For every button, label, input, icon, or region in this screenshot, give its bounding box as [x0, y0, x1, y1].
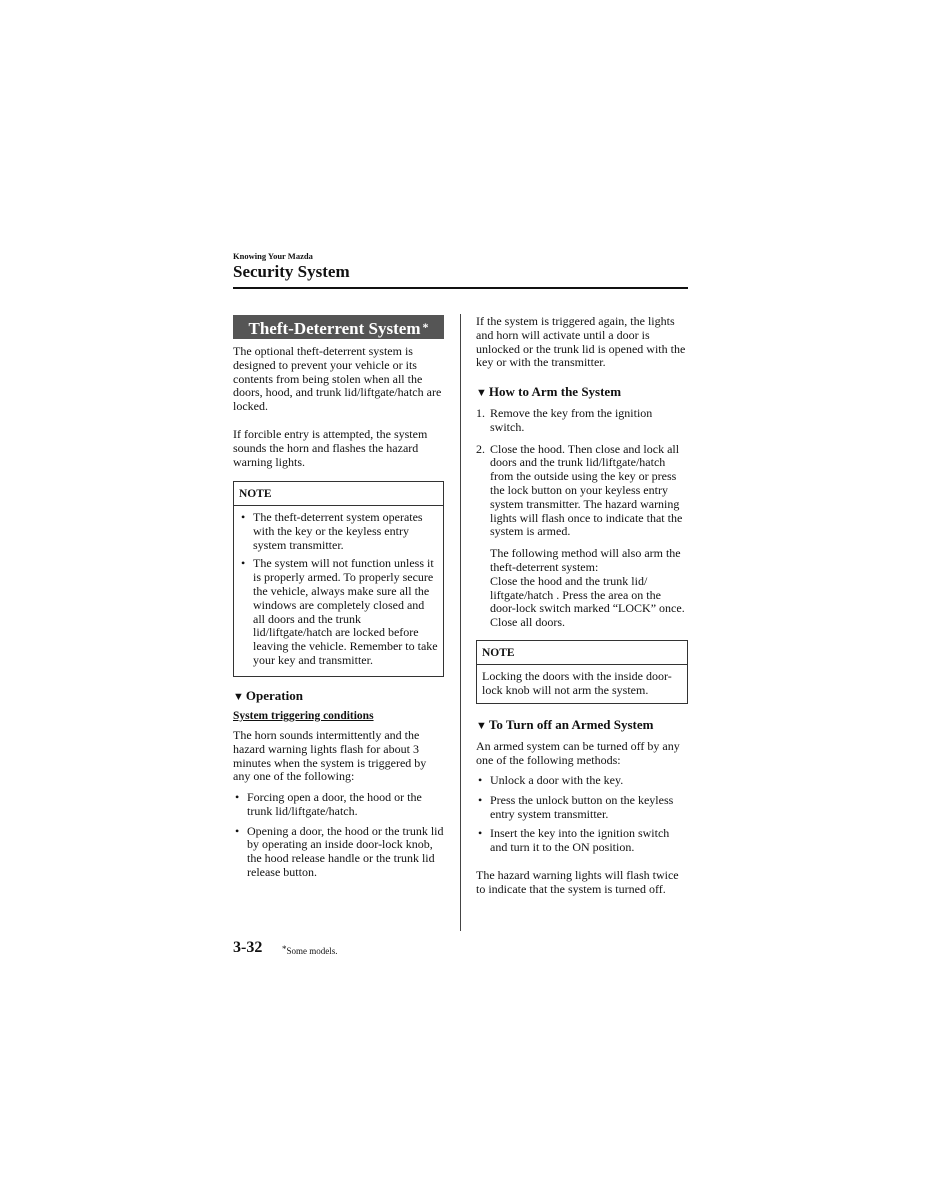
closing-paragraph: The hazard warning lights will flash twice to indicate that the system is turned off. — [476, 868, 679, 896]
bullet-icon: • — [235, 823, 240, 838]
list-item — [476, 774, 688, 788]
page-title: Security System — [233, 262, 350, 281]
bullet-icon: • — [478, 792, 483, 807]
footnote — [282, 944, 338, 956]
asterisk-icon: * — [422, 320, 429, 334]
column-divider — [460, 314, 461, 931]
theft-deterrent-banner — [233, 315, 444, 339]
bullet-icon: • — [235, 790, 240, 804]
turnoff-heading — [476, 717, 688, 734]
list-item — [233, 791, 444, 819]
step-item — [476, 443, 688, 540]
triangle-icon: ▼ — [476, 387, 487, 399]
list-item-text: Insert the key into the ignition switch and turn it to the ON position. — [490, 826, 670, 855]
footnote-text: Some models. — [286, 946, 338, 956]
triangle-icon: ▼ — [233, 691, 244, 703]
operation-heading — [233, 688, 444, 705]
arm-heading — [476, 384, 688, 401]
list-item — [233, 825, 444, 880]
operation-heading-text: Operation — [245, 688, 303, 703]
triangle-icon: ▼ — [476, 720, 487, 732]
turnoff-list — [476, 774, 688, 860]
note-box-right — [476, 640, 688, 704]
header-rule — [233, 287, 688, 289]
banner-title: Theft-Deterrent System — [248, 319, 421, 338]
section-label: Knowing Your Mazda — [233, 251, 313, 261]
list-item-text: Forcing open a door, the hood or the trunk lid/liftgate/hatch. — [247, 790, 422, 818]
step-item — [476, 407, 688, 435]
note-item — [239, 511, 438, 552]
page-number: 3-32 — [233, 939, 263, 956]
turnoff-heading-text: To Turn off an Armed System — [488, 717, 654, 732]
step-number: 2. — [476, 441, 485, 456]
retrigger-paragraph: If the system is triggered again, the lights and horn will activate until a door is unlocked or the trunk lid is opened with the key or with the transmitter. — [476, 314, 686, 370]
step-number: 1. — [476, 406, 485, 420]
note-label: NOTE — [477, 641, 687, 665]
note-text: Locking the doors with the inside door-lock knob will not arm the system. — [482, 669, 672, 697]
forcible-entry-paragraph: If forcible entry is attempted, the system sounds the horn and flashes the hazard warning lights. — [233, 427, 428, 469]
asterisk-icon: * — [282, 944, 287, 954]
list-item-text: Press the unlock button on the keyless entry system transmitter. — [490, 792, 674, 821]
alt-method — [476, 547, 688, 630]
list-item — [476, 794, 688, 822]
bullet-icon: • — [478, 773, 483, 787]
list-item — [476, 827, 688, 855]
bullet-icon: • — [241, 556, 246, 571]
list-item-text: Opening a door, the hood or the trunk lid by operating an inside door-lock knob, the hood release handle or the trunk lid release button. — [247, 823, 444, 879]
turnoff-paragraph: An armed system can be turned off by any one of the following methods: — [476, 739, 680, 767]
note-item — [239, 557, 438, 667]
triggering-conditions-subheading: System triggering conditions — [233, 710, 374, 722]
bullet-icon: • — [478, 826, 483, 841]
arm-steps — [476, 407, 688, 630]
note-item-text: The system will not function unless it is properly armed. To properly secure the vehicle, always make sure all the windows are completely closed and all doors and the trunk lid/liftgate/hatch are locked before leaving the vehicle. Remember to take your key and transmitter. — [253, 556, 438, 667]
bullet-icon: • — [241, 510, 246, 524]
trigger-list — [233, 791, 444, 885]
note-label: NOTE — [234, 482, 443, 506]
intro-paragraph: The optional theft-deterrent system is designed to prevent your vehicle or its contents from being stolen when all the doors, hood, and trunk lid/liftgate/hatch are locked. — [233, 344, 442, 414]
operation-paragraph: The horn sounds intermittently and the hazard warning lights flash for about 3 minutes when the system is triggered by any one of the following: — [233, 728, 427, 784]
step-text: Close the hood. Then close and lock all doors and the trunk lid/liftgate/hatch from the outside using the key or press the lock button on your keyless entry system transmitter. The hazard warning lights will flash once to indicate that the system is armed. — [490, 441, 683, 539]
alt-method-text: Close the hood and the trunk lid/ liftgate/hatch . Press the area on the door-lock switch marked “LOCK” once. Close all doors. — [490, 573, 685, 630]
step-text: Remove the key from the ignition switch. — [490, 406, 653, 434]
note-box-left — [233, 481, 444, 677]
alt-method-intro: The following method will also arm the theft-deterrent system: — [490, 546, 681, 574]
note-item-text: The theft-deterrent system operates with the key or the keyless entry system transmitter. — [253, 510, 423, 552]
list-item-text: Unlock a door with the key. — [490, 773, 624, 787]
arm-heading-text: How to Arm the System — [488, 384, 622, 399]
